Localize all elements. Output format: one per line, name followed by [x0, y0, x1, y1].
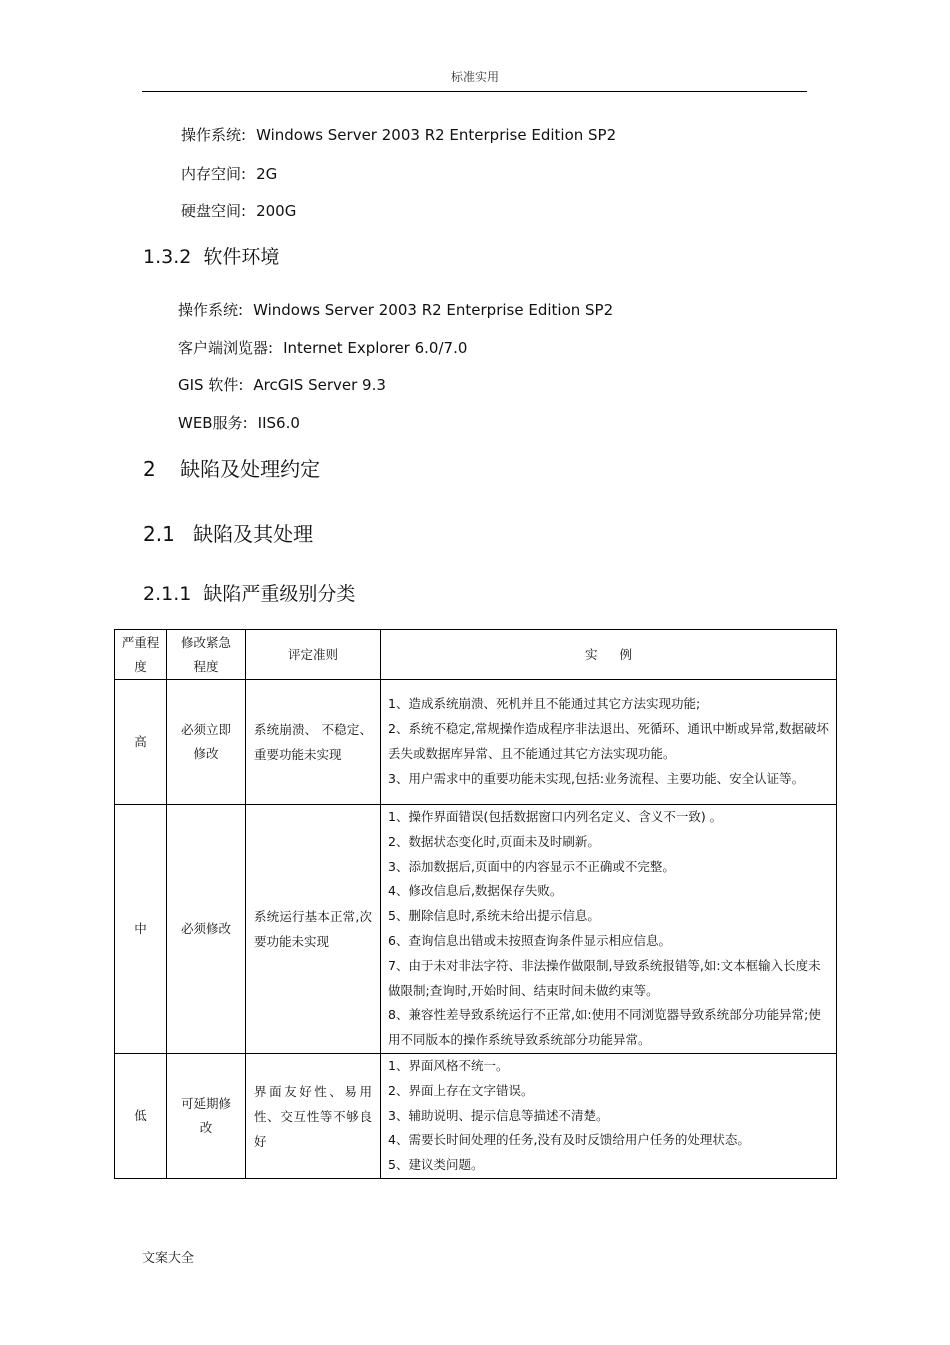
header-examples: 实 例 [381, 630, 837, 680]
sw-browser-value: Internet Explorer 6.0/7.0 [283, 339, 468, 357]
list-item: 7、由于未对非法字符、非法操作做限制,导致系统报错等,如:文本框输入长度未做限制;查询时,开始时间、结束时间未做约束等。 [388, 957, 821, 998]
heading-1-3-2 [143, 242, 279, 269]
heading-2-1-1-number: 2.1.1 [143, 583, 192, 605]
sw-web-line [178, 412, 300, 433]
row-low-examples [381, 1054, 837, 1179]
heading-2-1-1 [143, 579, 355, 606]
list-item: 4、需要长时间处理的任务,没有及时反馈给用户任务的处理状态。 [388, 1132, 750, 1148]
list-item: 8、兼容性差导致系统运行不正常,如:使用不同浏览器导致系统部分功能异常;使用不同版本的操作系统导致系统部分功能异常。 [388, 1007, 821, 1048]
defect-severity-table [114, 629, 837, 1179]
list-item: 3、辅助说明、提示信息等描述不清楚。 [388, 1107, 609, 1123]
row-low-severity: 低 [115, 1054, 167, 1179]
hw-memory-line [181, 163, 277, 184]
hw-disk-label: 硬盘空间: [181, 202, 247, 220]
header-severity: 严重程度 [115, 630, 167, 680]
hw-memory-value: 2G [256, 165, 278, 183]
header-divider [142, 91, 807, 92]
sw-web-label: WEB服务: [178, 414, 248, 432]
sw-os-label: 操作系统: [178, 301, 244, 319]
hw-memory-label: 内存空间: [181, 165, 247, 183]
sw-os-line [178, 299, 613, 320]
table-row [115, 680, 837, 805]
row-medium-criteria: 系统运行基本正常,次要功能未实现 [246, 805, 381, 1054]
table-row [115, 1054, 837, 1179]
sw-gis-label: GIS 软件: [178, 376, 244, 394]
list-item: 1、操作界面错误(包括数据窗口内列名定义、含义不一致) 。 [388, 809, 723, 825]
table-row [115, 805, 837, 1054]
list-item: 4、修改信息后,数据保存失败。 [388, 883, 563, 899]
list-item: 1、造成系统崩溃、死机并且不能通过其它方法实现功能; [388, 696, 701, 712]
heading-1-3-2-number: 1.3.2 [143, 246, 192, 268]
list-item: 3、用户需求中的重要功能未实现,包括:业务流程、主要功能、安全认证等。 [388, 770, 805, 786]
list-item: 3、添加数据后,页面中的内容显示不正确或不完整。 [388, 858, 675, 874]
row-high-severity: 高 [115, 680, 167, 805]
row-medium-examples [381, 805, 837, 1054]
row-medium-severity: 中 [115, 805, 167, 1054]
row-high-criteria: 系统崩溃、 不稳定、重要功能未实现 [246, 680, 381, 805]
row-high-urgency: 必须立即修改 [167, 680, 246, 805]
page-header: 标准实用 [450, 70, 499, 84]
heading-2 [143, 453, 320, 482]
hw-os-value: Windows Server 2003 R2 Enterprise Edition SP2 [256, 126, 617, 144]
heading-2-1-1-title: 缺陷严重级别分类 [203, 583, 356, 605]
row-medium-urgency: 必须修改 [167, 805, 246, 1054]
header-criteria: 评定准则 [246, 630, 381, 680]
row-low-criteria: 界面友好性、易用性、交互性等不够良好 [246, 1054, 381, 1179]
list-item: 2、系统不稳定,常规操作造成程序非法退出、死循环、通讯中断或异常,数据破坏丢失或数据库异常、且不能通过其它方法实现功能。 [388, 721, 829, 761]
row-high-examples [381, 680, 837, 805]
list-item: 6、查询信息出错或未按照查询条件显示相应信息。 [388, 933, 671, 948]
sw-os-value: Windows Server 2003 R2 Enterprise Edition SP2 [253, 301, 614, 319]
sw-gis-line [178, 374, 386, 395]
sw-browser-label: 客户端浏览器: [178, 339, 274, 357]
heading-2-number: 2 [143, 457, 156, 481]
hw-os-line [181, 124, 616, 145]
list-item: 1、界面风格不统一。 [388, 1058, 509, 1073]
heading-2-1-number: 2.1 [143, 522, 175, 546]
table-header-row [115, 630, 837, 680]
heading-1-3-2-title: 软件环境 [203, 246, 280, 268]
header-urgency: 修改紧急程度 [167, 630, 246, 680]
hw-os-label: 操作系统: [181, 126, 247, 144]
hw-disk-line [181, 200, 296, 221]
sw-web-value: IIS6.0 [257, 414, 300, 432]
list-item: 2、数据状态变化时,页面未及时刷新。 [388, 833, 600, 849]
heading-2-1-title: 缺陷及其处理 [193, 522, 314, 546]
hw-disk-value: 200G [256, 202, 297, 220]
list-item: 5、建议类问题。 [388, 1157, 484, 1173]
heading-2-1 [143, 518, 313, 547]
list-item: 5、删除信息时,系统未给出提示信息。 [388, 908, 600, 924]
sw-gis-value: ArcGIS Server 9.3 [253, 376, 386, 394]
row-low-urgency: 可延期修改 [167, 1054, 246, 1179]
heading-2-title: 缺陷及处理约定 [180, 457, 321, 481]
list-item: 2、界面上存在文字错误。 [388, 1082, 534, 1098]
sw-browser-line [178, 337, 467, 358]
page-footer: 文案大全 [142, 1251, 195, 1266]
